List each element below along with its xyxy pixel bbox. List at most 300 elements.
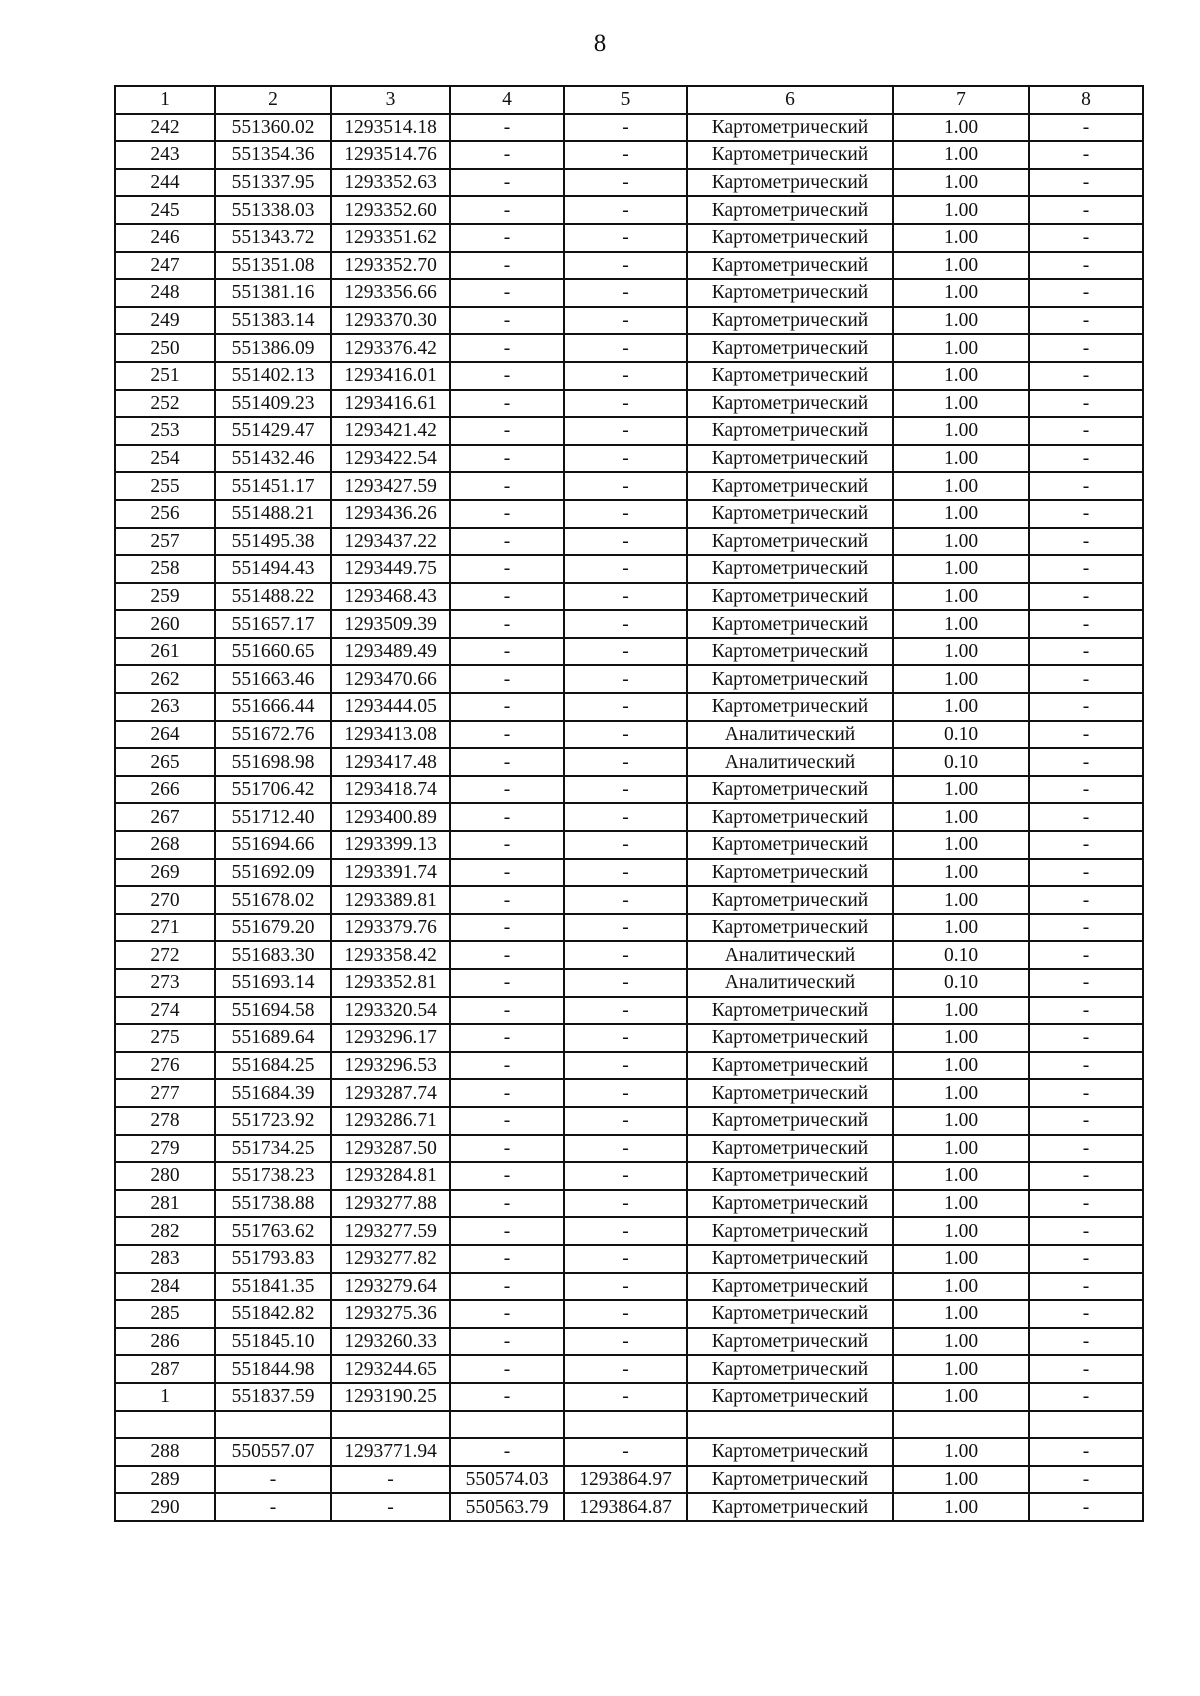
table-cell: -: [1029, 1466, 1143, 1494]
table-row: [115, 969, 1143, 997]
table-cell: -: [564, 997, 687, 1025]
table-cell: Картометрический: [687, 169, 893, 197]
table-cell: -: [450, 196, 564, 224]
table-cell: -: [1029, 362, 1143, 390]
table-cell: 551495.38: [215, 528, 331, 556]
table-cell: 1293416.01: [331, 362, 450, 390]
table-cell: Картометрический: [687, 114, 893, 142]
table-cell: -: [450, 224, 564, 252]
header-row: [115, 86, 1143, 114]
table-cell: 1293422.54: [331, 445, 450, 473]
table-row: [115, 1328, 1143, 1356]
table-row: [115, 472, 1143, 500]
table-cell: -: [1029, 334, 1143, 362]
table-row: [115, 1493, 1143, 1521]
table-cell: 1.00: [893, 390, 1029, 418]
table-cell: 284: [115, 1273, 215, 1301]
table-cell: -: [564, 1300, 687, 1328]
table-cell: -: [450, 1355, 564, 1383]
table-cell: [1029, 1411, 1143, 1439]
table-row: [115, 831, 1143, 859]
table-cell: -: [564, 886, 687, 914]
table-cell: Картометрический: [687, 1245, 893, 1273]
table-cell: 1.00: [893, 1135, 1029, 1163]
table-cell: 1.00: [893, 638, 1029, 666]
table-row: [115, 1383, 1143, 1411]
table-cell: -: [450, 1190, 564, 1218]
table-cell: 246: [115, 224, 215, 252]
table-cell: 1293449.75: [331, 555, 450, 583]
table-cell: Картометрический: [687, 1493, 893, 1521]
table-cell: 1293352.63: [331, 169, 450, 197]
table-cell: 1.00: [893, 472, 1029, 500]
table-cell: 1.00: [893, 1273, 1029, 1301]
table-cell: -: [564, 279, 687, 307]
table-cell: -: [450, 1300, 564, 1328]
table-cell: -: [1029, 859, 1143, 887]
table-cell: 1.00: [893, 1438, 1029, 1466]
table-row: [115, 1300, 1143, 1328]
table-cell: -: [450, 307, 564, 335]
table-cell: Картометрический: [687, 141, 893, 169]
table-row: [115, 417, 1143, 445]
table-cell: -: [564, 914, 687, 942]
table-cell: 1293358.42: [331, 941, 450, 969]
table-cell: 1.00: [893, 859, 1029, 887]
table-cell: [215, 1411, 331, 1439]
table-row: [115, 279, 1143, 307]
table-cell: 1.00: [893, 1052, 1029, 1080]
table-cell: 1.00: [893, 776, 1029, 804]
table-cell: Картометрический: [687, 1162, 893, 1190]
table-cell: 1.00: [893, 831, 1029, 859]
table-cell: 1293244.65: [331, 1355, 450, 1383]
table-cell: Картометрический: [687, 500, 893, 528]
table-cell: 551844.98: [215, 1355, 331, 1383]
table-cell: 1293399.13: [331, 831, 450, 859]
table-cell: -: [450, 665, 564, 693]
table-cell: 1293277.82: [331, 1245, 450, 1273]
table-cell: -: [564, 748, 687, 776]
table-cell: -: [450, 362, 564, 390]
table-cell: -: [1029, 279, 1143, 307]
table-cell: 1293277.59: [331, 1217, 450, 1245]
table-cell: -: [450, 528, 564, 556]
table-cell: -: [1029, 1107, 1143, 1135]
table-cell: 273: [115, 969, 215, 997]
table-cell: 277: [115, 1079, 215, 1107]
table-cell: Картометрический: [687, 1190, 893, 1218]
table-cell: 551338.03: [215, 196, 331, 224]
table-cell: -: [1029, 1190, 1143, 1218]
table-cell: -: [564, 1217, 687, 1245]
table-cell: 1.00: [893, 1383, 1029, 1411]
table-row: [115, 1079, 1143, 1107]
table-row: [115, 141, 1143, 169]
table-cell: 551343.72: [215, 224, 331, 252]
table-cell: 1.00: [893, 803, 1029, 831]
table-cell: -: [564, 252, 687, 280]
table-cell: -: [1029, 1162, 1143, 1190]
table-cell: 286: [115, 1328, 215, 1356]
table-cell: [564, 1411, 687, 1439]
table-cell: 1.00: [893, 362, 1029, 390]
table-cell: 551383.14: [215, 307, 331, 335]
table-cell: 1293417.48: [331, 748, 450, 776]
table-cell: 1293352.81: [331, 969, 450, 997]
table-cell: 1293320.54: [331, 997, 450, 1025]
table-cell: -: [450, 1273, 564, 1301]
table-cell: Картометрический: [687, 583, 893, 611]
table-cell: 285: [115, 1300, 215, 1328]
table-cell: -: [564, 1438, 687, 1466]
table-cell: -: [450, 638, 564, 666]
table-cell: -: [1029, 803, 1143, 831]
table-cell: -: [450, 1438, 564, 1466]
table-cell: 1293376.42: [331, 334, 450, 362]
table-cell: Картометрический: [687, 693, 893, 721]
table-cell: -: [1029, 1273, 1143, 1301]
table-cell: -: [564, 390, 687, 418]
table-cell: Картометрический: [687, 997, 893, 1025]
table-cell: -: [564, 776, 687, 804]
table-row: [115, 583, 1143, 611]
table-cell: -: [1029, 1079, 1143, 1107]
table-cell: 551657.17: [215, 610, 331, 638]
table-cell: 252: [115, 390, 215, 418]
table-cell: -: [1029, 196, 1143, 224]
table-cell: 1.00: [893, 914, 1029, 942]
table-cell: -: [450, 997, 564, 1025]
table-cell: -: [564, 1024, 687, 1052]
table-cell: [331, 1411, 450, 1439]
table-cell: [687, 1411, 893, 1439]
table-cell: -: [450, 1217, 564, 1245]
table-cell: 1.00: [893, 114, 1029, 142]
table-cell: 550574.03: [450, 1466, 564, 1494]
table-cell: -: [450, 886, 564, 914]
table-cell: 265: [115, 748, 215, 776]
table-cell: -: [1029, 886, 1143, 914]
table-cell: -: [450, 390, 564, 418]
table-cell: Картометрический: [687, 279, 893, 307]
table-cell: 551845.10: [215, 1328, 331, 1356]
table-cell: 1293389.81: [331, 886, 450, 914]
table-row: [115, 1466, 1143, 1494]
table-cell: 551706.42: [215, 776, 331, 804]
table-cell: 551689.64: [215, 1024, 331, 1052]
table-row: [115, 196, 1143, 224]
table-cell: 551712.40: [215, 803, 331, 831]
table-cell: -: [1029, 665, 1143, 693]
table-cell: -: [450, 114, 564, 142]
table-cell: 1.00: [893, 417, 1029, 445]
table-cell: Картометрический: [687, 831, 893, 859]
table-cell: 1293351.62: [331, 224, 450, 252]
table-cell: -: [450, 776, 564, 804]
table-cell: 551679.20: [215, 914, 331, 942]
table-cell: Картометрический: [687, 334, 893, 362]
table-cell: -: [1029, 114, 1143, 142]
table-cell: 1293379.76: [331, 914, 450, 942]
table-cell: 0.10: [893, 721, 1029, 749]
table-cell: -: [1029, 748, 1143, 776]
table-body: [115, 114, 1143, 1521]
table-cell: -: [1029, 1438, 1143, 1466]
table-cell: -: [564, 1383, 687, 1411]
table-cell: -: [564, 583, 687, 611]
table-cell: 289: [115, 1466, 215, 1494]
table-cell: -: [1029, 941, 1143, 969]
table-cell: -: [450, 445, 564, 473]
table-cell: 1293352.60: [331, 196, 450, 224]
table-cell: [450, 1411, 564, 1439]
column-header: 7: [893, 86, 1029, 114]
table-row: [115, 886, 1143, 914]
table-cell: -: [564, 1107, 687, 1135]
table-cell: 551692.09: [215, 859, 331, 887]
table-cell: 270: [115, 886, 215, 914]
table-cell: 258: [115, 555, 215, 583]
table-cell: Картометрический: [687, 638, 893, 666]
table-cell: -: [1029, 721, 1143, 749]
table-cell: Картометрический: [687, 1328, 893, 1356]
column-header: 5: [564, 86, 687, 114]
table-cell: Картометрический: [687, 445, 893, 473]
table-row: [115, 665, 1143, 693]
column-header: 3: [331, 86, 450, 114]
table-cell: -: [564, 831, 687, 859]
table-row: [115, 1273, 1143, 1301]
table-row: [115, 1411, 1143, 1439]
table-cell: -: [564, 334, 687, 362]
table-cell: 1.00: [893, 1466, 1029, 1494]
table-cell: [893, 1411, 1029, 1439]
table-cell: 266: [115, 776, 215, 804]
table-cell: 551337.95: [215, 169, 331, 197]
table-cell: -: [1029, 1300, 1143, 1328]
table-row: [115, 1135, 1143, 1163]
table-cell: 1293190.25: [331, 1383, 450, 1411]
table-cell: -: [564, 859, 687, 887]
table-cell: Картометрический: [687, 252, 893, 280]
table-cell: 257: [115, 528, 215, 556]
table-cell: 550557.07: [215, 1438, 331, 1466]
table-cell: 1293514.18: [331, 114, 450, 142]
table-cell: 244: [115, 169, 215, 197]
table-cell: 551386.09: [215, 334, 331, 362]
table-cell: 551842.82: [215, 1300, 331, 1328]
table-cell: -: [450, 1052, 564, 1080]
table-cell: 254: [115, 445, 215, 473]
table-cell: 1293413.08: [331, 721, 450, 749]
table-cell: Картометрический: [687, 1052, 893, 1080]
table-cell: -: [1029, 307, 1143, 335]
table-cell: -: [564, 500, 687, 528]
table-cell: 551451.17: [215, 472, 331, 500]
table-cell: -: [1029, 1135, 1143, 1163]
table-cell: -: [450, 141, 564, 169]
table-row: [115, 1438, 1143, 1466]
table-cell: 261: [115, 638, 215, 666]
table-cell: -: [450, 803, 564, 831]
table-cell: -: [450, 610, 564, 638]
table-cell: 1.00: [893, 1162, 1029, 1190]
table-cell: -: [1029, 472, 1143, 500]
table-cell: 1.00: [893, 1107, 1029, 1135]
table-row: [115, 1107, 1143, 1135]
table-cell: 551723.92: [215, 1107, 331, 1135]
table-cell: -: [1029, 1493, 1143, 1521]
table-cell: 1.00: [893, 141, 1029, 169]
table-row: [115, 1245, 1143, 1273]
table-cell: 551409.23: [215, 390, 331, 418]
table-cell: 1293470.66: [331, 665, 450, 693]
table-cell: -: [564, 169, 687, 197]
table-cell: 275: [115, 1024, 215, 1052]
table-cell: -: [450, 693, 564, 721]
table-cell: -: [450, 859, 564, 887]
table-cell: 1.00: [893, 279, 1029, 307]
table-cell: -: [564, 417, 687, 445]
table-cell: -: [1029, 914, 1143, 942]
table-cell: -: [450, 831, 564, 859]
table-cell: 1.00: [893, 252, 1029, 280]
table-cell: 250: [115, 334, 215, 362]
table-cell: 551693.14: [215, 969, 331, 997]
table-cell: 1293356.66: [331, 279, 450, 307]
table-cell: Картометрический: [687, 1300, 893, 1328]
table-cell: -: [564, 638, 687, 666]
table-cell: 1293277.88: [331, 1190, 450, 1218]
table-row: [115, 776, 1143, 804]
table-cell: 1.00: [893, 1079, 1029, 1107]
table-cell: -: [564, 141, 687, 169]
table-cell: -: [450, 1245, 564, 1273]
table-cell: -: [564, 610, 687, 638]
table-row: [115, 334, 1143, 362]
table-row: [115, 859, 1143, 887]
table-cell: -: [1029, 969, 1143, 997]
table-cell: 551694.58: [215, 997, 331, 1025]
table-cell: 551837.59: [215, 1383, 331, 1411]
table-cell: 251: [115, 362, 215, 390]
table-cell: 283: [115, 1245, 215, 1273]
table-cell: -: [450, 334, 564, 362]
table-cell: 264: [115, 721, 215, 749]
table-cell: 551351.08: [215, 252, 331, 280]
table-cell: -: [564, 472, 687, 500]
table-cell: -: [450, 1079, 564, 1107]
table-cell: -: [564, 1135, 687, 1163]
table-cell: Картометрический: [687, 472, 893, 500]
table-cell: 551488.21: [215, 500, 331, 528]
table-cell: -: [331, 1466, 450, 1494]
table-cell: -: [331, 1493, 450, 1521]
table-cell: 243: [115, 141, 215, 169]
table-cell: 551666.44: [215, 693, 331, 721]
table-cell: -: [1029, 997, 1143, 1025]
table-cell: -: [1029, 1024, 1143, 1052]
table-cell: 269: [115, 859, 215, 887]
table-cell: -: [450, 914, 564, 942]
table-cell: 0.10: [893, 748, 1029, 776]
table-cell: -: [564, 969, 687, 997]
table-row: [115, 748, 1143, 776]
table-cell: -: [564, 1052, 687, 1080]
table-cell: 271: [115, 914, 215, 942]
table-cell: 1293279.64: [331, 1273, 450, 1301]
table-cell: 287: [115, 1355, 215, 1383]
table-cell: -: [450, 969, 564, 997]
table-cell: Аналитический: [687, 969, 893, 997]
table-cell: 1293421.42: [331, 417, 450, 445]
table-row: [115, 307, 1143, 335]
table-cell: -: [564, 362, 687, 390]
table-cell: -: [450, 500, 564, 528]
table-cell: 1.00: [893, 224, 1029, 252]
table-cell: -: [564, 196, 687, 224]
table-cell: 274: [115, 997, 215, 1025]
table-row: [115, 1355, 1143, 1383]
table-row: [115, 1052, 1143, 1080]
table-cell: -: [450, 252, 564, 280]
table-cell: -: [564, 555, 687, 583]
table-cell: 551488.22: [215, 583, 331, 611]
table-cell: 1293352.70: [331, 252, 450, 280]
table-cell: -: [1029, 141, 1143, 169]
table-row: [115, 941, 1143, 969]
table-cell: -: [1029, 1052, 1143, 1080]
table-cell: Картометрический: [687, 390, 893, 418]
table-cell: -: [1029, 1383, 1143, 1411]
table-cell: 551684.25: [215, 1052, 331, 1080]
table-cell: Картометрический: [687, 362, 893, 390]
table-cell: 288: [115, 1438, 215, 1466]
table-cell: 247: [115, 252, 215, 280]
table-cell: 551432.46: [215, 445, 331, 473]
table-cell: -: [564, 1273, 687, 1301]
table-cell: -: [564, 445, 687, 473]
table-cell: 1293427.59: [331, 472, 450, 500]
coordinates-table: [114, 85, 1144, 1522]
table-cell: Аналитический: [687, 748, 893, 776]
table-cell: -: [450, 1383, 564, 1411]
table-cell: 1.00: [893, 500, 1029, 528]
table-cell: -: [1029, 169, 1143, 197]
table-row: [115, 638, 1143, 666]
table-cell: 1.00: [893, 307, 1029, 335]
table-cell: 551683.30: [215, 941, 331, 969]
table-cell: -: [450, 748, 564, 776]
table-cell: -: [564, 1079, 687, 1107]
table-cell: 1.00: [893, 196, 1029, 224]
table-cell: Картометрический: [687, 665, 893, 693]
table-cell: 278: [115, 1107, 215, 1135]
table-cell: 1.00: [893, 1190, 1029, 1218]
table-cell: Картометрический: [687, 1355, 893, 1383]
table-cell: -: [564, 307, 687, 335]
table-cell: -: [1029, 831, 1143, 859]
table-cell: -: [450, 555, 564, 583]
table-cell: -: [1029, 224, 1143, 252]
table-cell: 1.00: [893, 997, 1029, 1025]
table-cell: -: [1029, 555, 1143, 583]
table-cell: -: [1029, 528, 1143, 556]
table-cell: 1.00: [893, 610, 1029, 638]
table-cell: 253: [115, 417, 215, 445]
table-row: [115, 445, 1143, 473]
